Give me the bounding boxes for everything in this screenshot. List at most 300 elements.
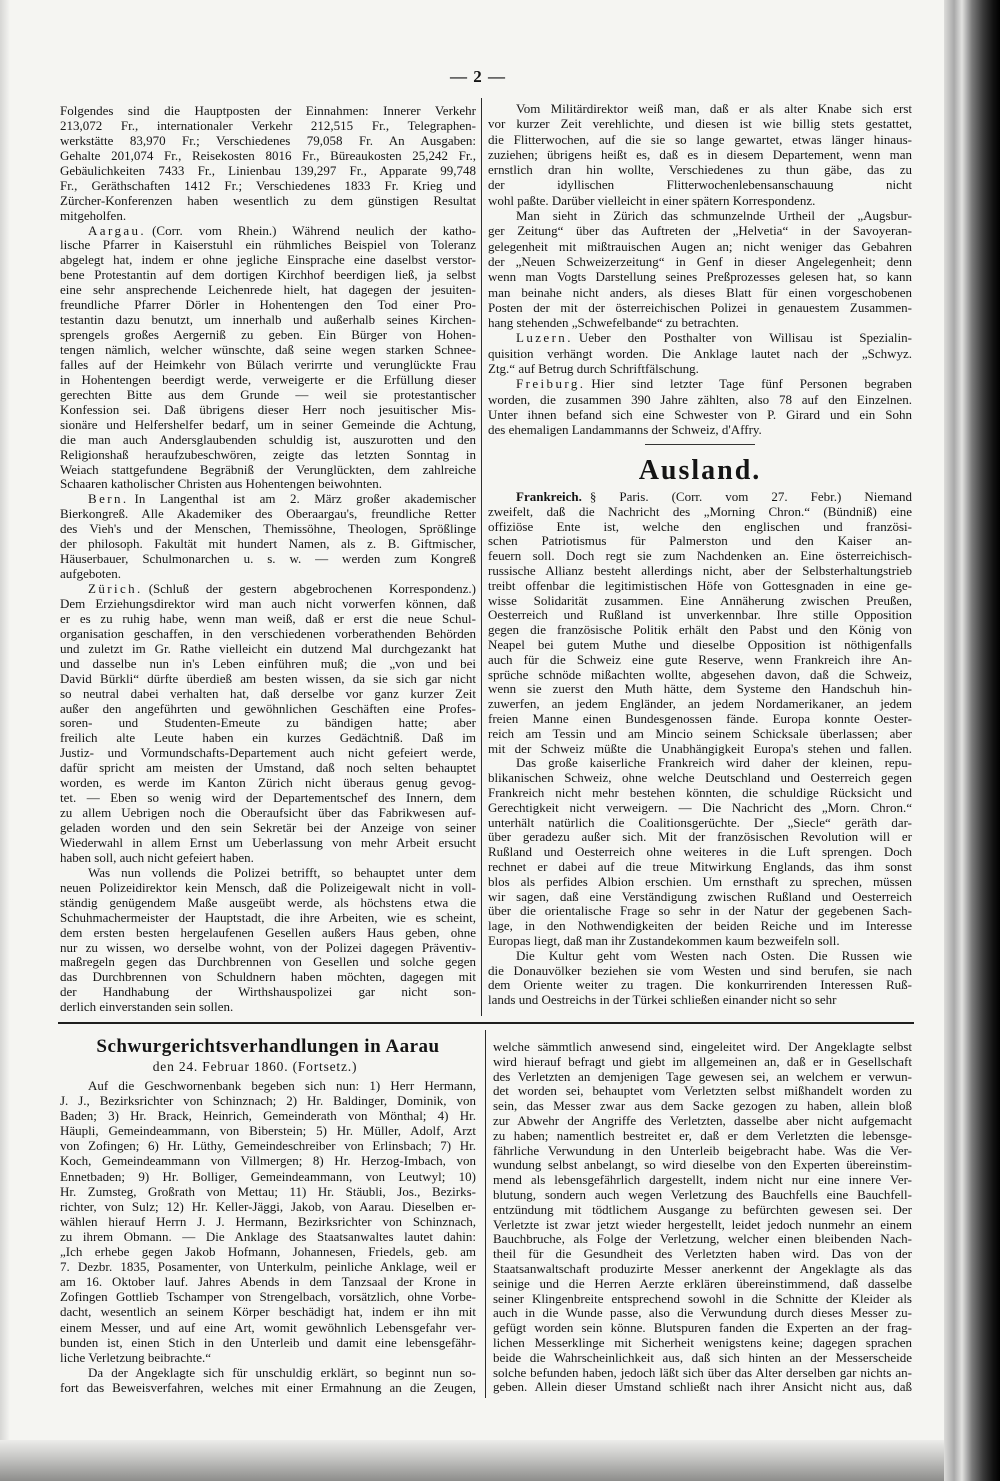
line-text: lische Pfarrer in Kaiserstuhl ein rühmliches Beispiel von Toleranz — [60, 237, 476, 253]
text-line — [493, 1129, 912, 1144]
text-line — [60, 522, 476, 537]
line-content — [88, 223, 476, 238]
line-text: abgelegt hat, indem er ohne jegliche Einsprache eine daselbst verstor- — [60, 252, 476, 268]
line-text: er es zu ruhig habe, wenn man weiß, daß er erst die neue Schul- — [60, 610, 476, 626]
text-line — [60, 477, 476, 492]
paragraph — [493, 1040, 912, 1395]
line-text: Unter ihnen befand sich eine Schwester von P. Girard und ein Sohn — [488, 406, 912, 422]
line-content — [488, 269, 912, 284]
text-line — [488, 830, 912, 845]
text-line — [60, 1259, 476, 1274]
line-content — [493, 1069, 912, 1084]
line-content — [493, 1083, 912, 1098]
line-content — [60, 701, 476, 716]
text-line — [488, 668, 912, 683]
text-line — [493, 1173, 912, 1188]
text-line — [493, 1232, 912, 1247]
line-content — [60, 417, 476, 432]
article-dateline: den 24. Februar 1860. (Fortsetz.) — [152, 1059, 358, 1074]
text-line — [60, 716, 476, 731]
text-line — [488, 177, 912, 192]
line-content — [493, 1276, 912, 1291]
left-column-top — [60, 104, 476, 1015]
text-line — [493, 1336, 912, 1351]
line-text: die Donauvölker beziehen sie vom Westen und sind berufen, sie nach — [488, 962, 912, 978]
line-content — [488, 422, 762, 437]
line-content — [488, 874, 912, 889]
line-text: wenn man Vogts Darstellung seines Preßprozesses gelesen hat, so kann — [488, 269, 912, 285]
text-line — [60, 1138, 476, 1153]
line-text: dem Oriente weiter zu tragen. Die konkurrirenden Interessen Ruß- — [488, 977, 912, 993]
line-text: lands und Oestreichs in der Türkei schließen einander nicht so sehr — [488, 992, 837, 1008]
line-content — [493, 1098, 912, 1113]
line-content — [516, 376, 912, 391]
line-text: entzündung mit tödtlichem Ausgange zu befürchten gewesen sei. Der — [493, 1201, 912, 1217]
text-line — [488, 208, 912, 223]
trial-left-column — [60, 1078, 476, 1395]
text-line — [60, 1184, 476, 1199]
line-content — [60, 1274, 476, 1289]
line-content — [60, 1123, 476, 1138]
line-text: tengen nämlich, welcher wünschte, daß seine wegen starken Schnee- — [60, 342, 476, 357]
line-text: Gerechtigkeit nicht verweigern. — Die Nachricht des „Morn. Chron.“ — [488, 799, 912, 815]
text-line — [60, 731, 476, 746]
line-content — [88, 491, 476, 506]
line-content — [60, 372, 476, 387]
line-content — [60, 536, 476, 551]
line-content — [60, 1108, 476, 1123]
line-text: zuziehen; übrigens heißt es, daß es in diesem Departement, wenn man — [488, 146, 912, 162]
line-content — [488, 407, 912, 422]
line-text: blutung, sondern auch wegen Verletzung des Bauchfells eine Bauchfell- — [493, 1186, 912, 1202]
line-text: ernstlich dran hin wollte, Verschiedenes zu thun gäbe, das zu — [488, 162, 912, 178]
line-content — [516, 489, 912, 504]
line-text: Schaaren katholischer Christen aus Hohentengen beiwohnten. — [60, 476, 383, 492]
line-content — [60, 1289, 476, 1304]
line-text: die man auch Andersglaubenden schuldig ist, auszurotten und den — [60, 431, 476, 447]
text-line — [488, 315, 912, 330]
text-line — [488, 949, 912, 964]
line-content — [493, 1231, 912, 1246]
text-line — [488, 101, 912, 116]
line-text: Ennetbaden; 9) Hr. Bolliger, Gemeindeammann, von Leutwyl; 10) — [60, 1168, 476, 1184]
line-content — [516, 948, 912, 963]
line-content — [488, 239, 912, 254]
line-text: Koch, Gemeindeammann von Villmergen; 8) Hr. Herzog-Imbach, von — [60, 1153, 476, 1169]
text-line — [60, 1199, 476, 1214]
text-line — [488, 697, 912, 712]
line-text: dem ersten besten hergelaufenen Gesellen außers Haus geben, ohne — [60, 924, 476, 940]
line-content — [488, 147, 912, 162]
text-line — [60, 552, 476, 567]
text-line — [488, 300, 912, 315]
paragraph — [60, 492, 476, 582]
line-text: Konfession sei. Daß übrigens dieser Herr noch jesuitischer Mis- — [60, 401, 476, 417]
text-line — [60, 463, 476, 478]
text-line — [493, 1380, 912, 1395]
line-content — [60, 282, 476, 297]
line-text: wohl paßte. Darüber vielleicht in einer spätern Korrespondenz. — [488, 192, 816, 208]
line-text: sprengels großes Aergerniß zu geben. Ein Bürger von Hohen- — [60, 327, 476, 343]
line-text: testantin dazu benutzt, um innerhalb und außerhalb seines Kirchen- — [60, 312, 476, 328]
line-content — [488, 223, 912, 238]
line-text: die Flitterwochen, auf die sie so lange gewartet, etwas länger hinaus- — [488, 131, 912, 147]
line-text: der „Neuen Schweizerzeitung“ in Genf in dieser Angelegenheit; denn — [488, 253, 912, 269]
section-divider — [645, 444, 755, 445]
text-line — [488, 534, 912, 549]
line-text: zu allem Uebrigen noch die Oberaufsicht über das Fabrikwesen auf- — [60, 805, 476, 821]
line-content — [488, 533, 912, 548]
line-content — [60, 1335, 476, 1350]
line-content — [488, 315, 739, 330]
text-line — [60, 164, 476, 179]
line-text: mit der Schweiz müßte die Unabhängigkeit Europa's stehen und fallen. — [488, 740, 912, 756]
article-heading: Schwurgerichtsverhandlungen in Aarau — [96, 1036, 440, 1057]
line-content — [60, 656, 476, 671]
line-content — [493, 1187, 912, 1202]
line-text: gefügt worden sein könne. Blutspuren fanden die Experten an der frag- — [493, 1320, 912, 1336]
text-line — [60, 1153, 476, 1168]
page-number: — 2 — — [450, 67, 506, 86]
line-text: Da der Angeklagte sich für unschuldig erklärt, so beginnt nun so- — [88, 1364, 476, 1380]
text-line — [488, 564, 912, 579]
text-line — [60, 1214, 476, 1229]
text-line — [493, 1262, 912, 1277]
place-lead: Luzern. — [516, 330, 573, 346]
line-content — [493, 1157, 912, 1172]
text-line — [488, 712, 912, 727]
text-line — [60, 1229, 476, 1244]
line-content — [493, 1172, 912, 1187]
text-line — [488, 269, 912, 284]
line-content — [488, 815, 912, 830]
line-content — [60, 163, 476, 178]
line-text: man beinahe nicht anders, als dieses Blatt für einen vorgeschobenen — [488, 284, 912, 300]
place-lead: Freiburg. — [516, 376, 586, 392]
line-content — [60, 103, 476, 118]
text-line — [488, 392, 912, 407]
line-content — [60, 775, 476, 790]
text-line — [488, 771, 912, 786]
line-content — [488, 300, 912, 315]
line-content — [488, 652, 912, 667]
text-line — [60, 253, 476, 268]
line-content — [488, 741, 912, 756]
text-line — [60, 283, 476, 298]
line-content — [60, 1138, 476, 1153]
line-content — [60, 357, 476, 372]
line-content — [488, 681, 912, 696]
line-content — [488, 726, 912, 741]
line-text: so neutral dabei verhalten hat, daß derselbe vor ganz kurzer Zeit — [60, 685, 476, 701]
text-line — [60, 1244, 476, 1259]
line-text: der philosoph. Fakultät mit hundert Namen, als z. B. Giftmischer, — [60, 536, 476, 552]
line-text: fährliche Verwundung in den Unterleib beigebracht habe. Was die Ver- — [493, 1142, 912, 1158]
text-line — [493, 1055, 912, 1070]
line-text: dafür spricht am meisten der Umstand, daß noch selten behauptet — [60, 760, 476, 776]
line-text: zweifelt, daß die Nachricht des „Morning Chron.“ (Bündniß) eine — [488, 503, 912, 519]
line-content — [60, 1229, 476, 1244]
line-text: wisse Solidarität zusammen. Eine Annäherung zwischen Preußen, — [488, 592, 912, 608]
text-line — [60, 209, 476, 224]
text-line — [60, 702, 476, 717]
text-line — [60, 134, 476, 149]
line-content — [488, 116, 912, 131]
line-content — [88, 865, 476, 880]
line-text: richter, von Sulz; 12) Hr. Keller-Jäggi, Jakob, von Aarau. Dieselben er- — [60, 1198, 476, 1214]
line-text: (Schluß der gestern abgebrochenen Korrespondenz.) — [148, 581, 476, 596]
text-line — [60, 1274, 476, 1289]
line-text: Häuserbauer, Schulmonarchen u. s. w. — werden zum Kongreß — [60, 551, 476, 567]
line-text: tet. — Eben so wenig wird der Departementschef des Innern, dem — [60, 790, 476, 806]
line-text: gelegenheit mit mißtrauischen Augen an; nicht weniger das Gebahren — [488, 238, 912, 254]
line-text: der idyllischen Flitterwochenlebensanschauung nicht — [488, 177, 912, 193]
line-text: Gebäulichkeiten 7433 Fr., Linienbau 139,297 Fr., Apparate 99,748 — [60, 162, 476, 178]
line-text: außer den angeführten und gewöhnlichen Geschäften eine Profes- — [60, 700, 476, 716]
text-line — [493, 1099, 912, 1114]
line-content — [60, 566, 121, 581]
text-line — [493, 1292, 912, 1307]
text-line — [488, 239, 912, 254]
line-text: reich am Tessin und am Mincio seinem Schicksale überlassen; aber — [488, 725, 912, 741]
line-content — [60, 193, 476, 208]
line-content — [60, 148, 476, 163]
line-content — [493, 1291, 912, 1306]
line-text: seinige und die Herren Aerzte erklären übereinstimmend, daß dasselbe — [493, 1275, 912, 1291]
line-content — [88, 1365, 476, 1380]
text-line — [488, 934, 912, 949]
line-content — [488, 844, 912, 859]
paragraph — [60, 582, 476, 866]
text-line — [60, 597, 476, 612]
place-lead: Bern. — [88, 491, 129, 507]
text-line — [60, 1365, 476, 1380]
text-line — [60, 896, 476, 911]
line-content — [488, 548, 912, 563]
text-line — [488, 579, 912, 594]
line-text: Zofingen Gottlieb Tschamper von Strengelbach, vorsätzlich, ohne Vorbe- — [60, 1289, 476, 1305]
line-content — [60, 178, 476, 193]
line-content — [488, 977, 912, 992]
text-line — [60, 358, 476, 373]
line-content — [60, 506, 476, 521]
line-content — [488, 162, 912, 177]
line-content — [60, 969, 476, 984]
paragraph — [488, 490, 912, 756]
text-line — [60, 776, 476, 791]
line-text: über geradezu außer sich. Mit der französischen Revolution will er — [488, 829, 912, 845]
line-text: ger Zeitung“ über das Auftreten der „Helvetia“ in der Savoyeran- — [488, 223, 912, 239]
column-rule — [481, 98, 482, 1016]
scan-edge-bottom — [0, 1440, 944, 1481]
text-line — [60, 537, 476, 552]
line-text: rechnet er dabei auf die treue Mitwirkung Englands, das ihm sonst — [488, 858, 912, 874]
scan-edge-left — [0, 0, 10, 1440]
text-line — [60, 970, 476, 985]
line-text: Vom Militärdirektor weiß man, daß er als alter Knabe sich erst — [516, 101, 912, 116]
line-content — [60, 745, 476, 760]
line-text: geben. Allein dieser Umstand schließt nach ihrer Ansicht nicht aus, daß — [493, 1379, 912, 1395]
text-line — [60, 866, 476, 881]
text-line — [60, 791, 476, 806]
line-content — [60, 1093, 476, 1108]
line-text: wenn sie zuerst den Muth hätte, dem Systeme den Handschuh hin- — [488, 681, 912, 697]
line-text: Folgendes sind die Hauptposten der Einnahmen: Innerer Verkehr — [60, 103, 476, 118]
text-line — [488, 653, 912, 668]
line-text: David Bürkli“ dürfte überdieß am besten wissen, da sie sich gar nicht — [60, 670, 476, 686]
line-content — [60, 1244, 476, 1259]
text-line — [488, 361, 912, 376]
line-text: werkstätte 83,970 Fr.; Verschiedenes 79,058 Fr. An Ausgaben: — [60, 132, 476, 148]
line-text: Fr., Geräthschaften 1412 Fr.; Verschiedenes 1833 Fr. Krieg und — [60, 177, 476, 193]
line-content — [60, 1184, 476, 1199]
line-content — [60, 208, 126, 223]
text-line — [60, 1350, 476, 1365]
text-line — [60, 687, 476, 702]
text-line — [60, 1304, 476, 1319]
line-text: haben soll, auch nicht gefeiert haben. — [60, 849, 254, 865]
line-text: (Corr. vom Rhein.) Während neulich der katho- — [152, 222, 476, 238]
line-text: Europas liegt, daß man ihr Zustandekommen kaum bezweifeln soll. — [488, 932, 840, 948]
line-content — [60, 790, 476, 805]
text-line — [60, 746, 476, 761]
line-content — [60, 387, 476, 402]
text-line — [488, 978, 912, 993]
line-content — [60, 910, 476, 925]
text-line — [493, 1158, 912, 1173]
line-text: freilich alte Leute haben ein kurzes Gedächtniß. Daß im — [60, 730, 476, 746]
text-line — [60, 657, 476, 672]
line-content — [493, 1335, 912, 1350]
line-text: fort das Beweisverfahren, welches mit einer Ermahnung an die Zeugen, — [60, 1379, 476, 1395]
text-line — [60, 1123, 476, 1138]
line-content — [60, 342, 476, 357]
line-content — [488, 800, 912, 815]
line-content — [493, 1202, 912, 1217]
line-text: gegen die französische Politik erhält den Pabst und den König von — [488, 622, 912, 638]
text-line — [60, 179, 476, 194]
text-line — [488, 223, 912, 238]
text-line — [488, 490, 912, 505]
text-line — [60, 1320, 476, 1335]
line-content — [493, 1113, 912, 1128]
line-text: Auf die Geschwornenbank begeben sich nun: 1) Herr Hermann, — [88, 1078, 476, 1093]
text-line — [488, 860, 912, 875]
text-line — [488, 162, 912, 177]
text-line — [488, 193, 912, 208]
text-line — [488, 132, 912, 147]
text-line — [488, 116, 912, 131]
line-content — [60, 1199, 476, 1214]
line-content — [493, 1320, 912, 1335]
line-content — [60, 596, 476, 611]
line-content — [60, 835, 476, 850]
text-line — [60, 268, 476, 283]
line-content — [488, 992, 837, 1007]
text-line — [60, 298, 476, 313]
line-content — [493, 1217, 912, 1232]
text-line — [60, 851, 476, 866]
line-text: wählen hierauf Herrn J. J. Hermann, Bezirksrichter von Schinznach, — [60, 1213, 476, 1229]
line-text: Weiach stattgefundene Begräbniß der Verunglückten, dem zahlreiche — [60, 461, 476, 477]
line-text: feuern soll. Doch regt sie zum Nachdenken an. Eine österreichisch- — [488, 548, 912, 564]
text-line — [488, 875, 912, 890]
text-line — [488, 801, 912, 816]
line-text: der Handhabung der Wirthshauspolizei gar nicht son- — [60, 984, 476, 1000]
text-line — [60, 403, 476, 418]
paragraph — [488, 330, 912, 376]
line-content — [516, 755, 912, 770]
line-content — [488, 578, 912, 593]
line-text: russische Allianz besteht allerdings nicht, aber der Selbsterhaltungstrieb — [488, 562, 912, 578]
line-text: des Vieh's und der Menschen, Themissöhne, Theologen, Sprößlinge — [60, 521, 476, 537]
line-content — [60, 118, 476, 133]
line-text: von Zofingen; 6) Hr. Lüthy, Gemeindeschreiber von Erlinsbach; 7) Hr. — [60, 1138, 476, 1154]
text-line — [493, 1188, 912, 1203]
text-line — [488, 422, 912, 437]
line-text: neuen Polizeidirektor kein Mensch, daß die Polizeigewalt nicht in voll- — [60, 879, 476, 895]
line-text: 213,072 Fr., internationaler Verkehr 212,515 Fr., Telegraphen- — [60, 117, 476, 133]
text-line — [60, 761, 476, 776]
line-text: wird hierauf befragt und giebt im allgemeinen an, daß er in Gesellschaft — [493, 1053, 912, 1069]
text-line — [493, 1306, 912, 1321]
line-content — [488, 696, 912, 711]
text-line — [60, 119, 476, 134]
line-content — [60, 730, 476, 745]
line-text: organisation geschaffen, in den verschiedenen vorberathenden Behörden — [60, 625, 476, 641]
text-line — [60, 881, 476, 896]
line-content — [60, 432, 476, 447]
line-text: § Paris. (Corr. vom 27. Febr.) Niemand — [589, 489, 912, 504]
line-text: in Hohentengen beerdigt werde, verweigerte er die Erfüllung dieser — [60, 371, 476, 387]
text-line — [60, 433, 476, 448]
line-content — [488, 918, 912, 933]
line-content — [60, 715, 476, 730]
text-line — [60, 149, 476, 164]
paragraph — [488, 376, 912, 437]
line-content — [60, 954, 476, 969]
line-content — [60, 1169, 476, 1184]
line-text: blos als perfides Albion erschien. Um ernsthaft zu sprechen, müssen — [488, 873, 912, 889]
text-line — [493, 1040, 912, 1055]
text-line — [60, 492, 476, 507]
line-text: des ehemaligen Landammanns der Schweiz, d'Affry. — [488, 422, 762, 438]
text-line — [60, 642, 476, 657]
paragraph — [488, 949, 912, 1008]
line-text: soren- und Studenten-Emeute zu bändigen hatte; aber — [60, 715, 476, 731]
text-line — [493, 1203, 912, 1218]
line-text: nur zu wissen, wo derselbe wohnt, von der Polizei dagegen Präventiv- — [60, 939, 476, 955]
text-line — [488, 890, 912, 905]
right-column-top — [488, 101, 912, 438]
line-content — [60, 312, 476, 327]
line-content — [488, 504, 912, 519]
line-text: lichen Messerklinge mit Sicherheit wenigstens keine; dagegen sprachen — [493, 1334, 912, 1350]
line-text: Schuhmachermeister der Hauptstadt, die ihre Arbeiten, wie es scheint, — [60, 909, 476, 925]
line-content — [488, 667, 912, 682]
text-line — [60, 194, 476, 209]
line-text: Oesterreich und Rußland ist unverkennbar. Ihre stille Opposition — [488, 607, 912, 623]
text-line — [60, 1169, 476, 1184]
line-content — [60, 611, 476, 626]
paragraph — [60, 866, 476, 1015]
text-line — [488, 147, 912, 162]
line-content — [493, 1379, 912, 1394]
line-text: In Langenthal ist am 2. März großer akademischer — [134, 491, 476, 507]
line-text: und zuletzt im Gr. Rathe vielleicht ein dutzend Mal durchgezankt hat — [60, 640, 476, 656]
line-content — [60, 626, 476, 641]
line-text: bene Protestantin auf dem dortigen Kirchhof beerdigen ließ, ja selbst — [60, 267, 476, 283]
